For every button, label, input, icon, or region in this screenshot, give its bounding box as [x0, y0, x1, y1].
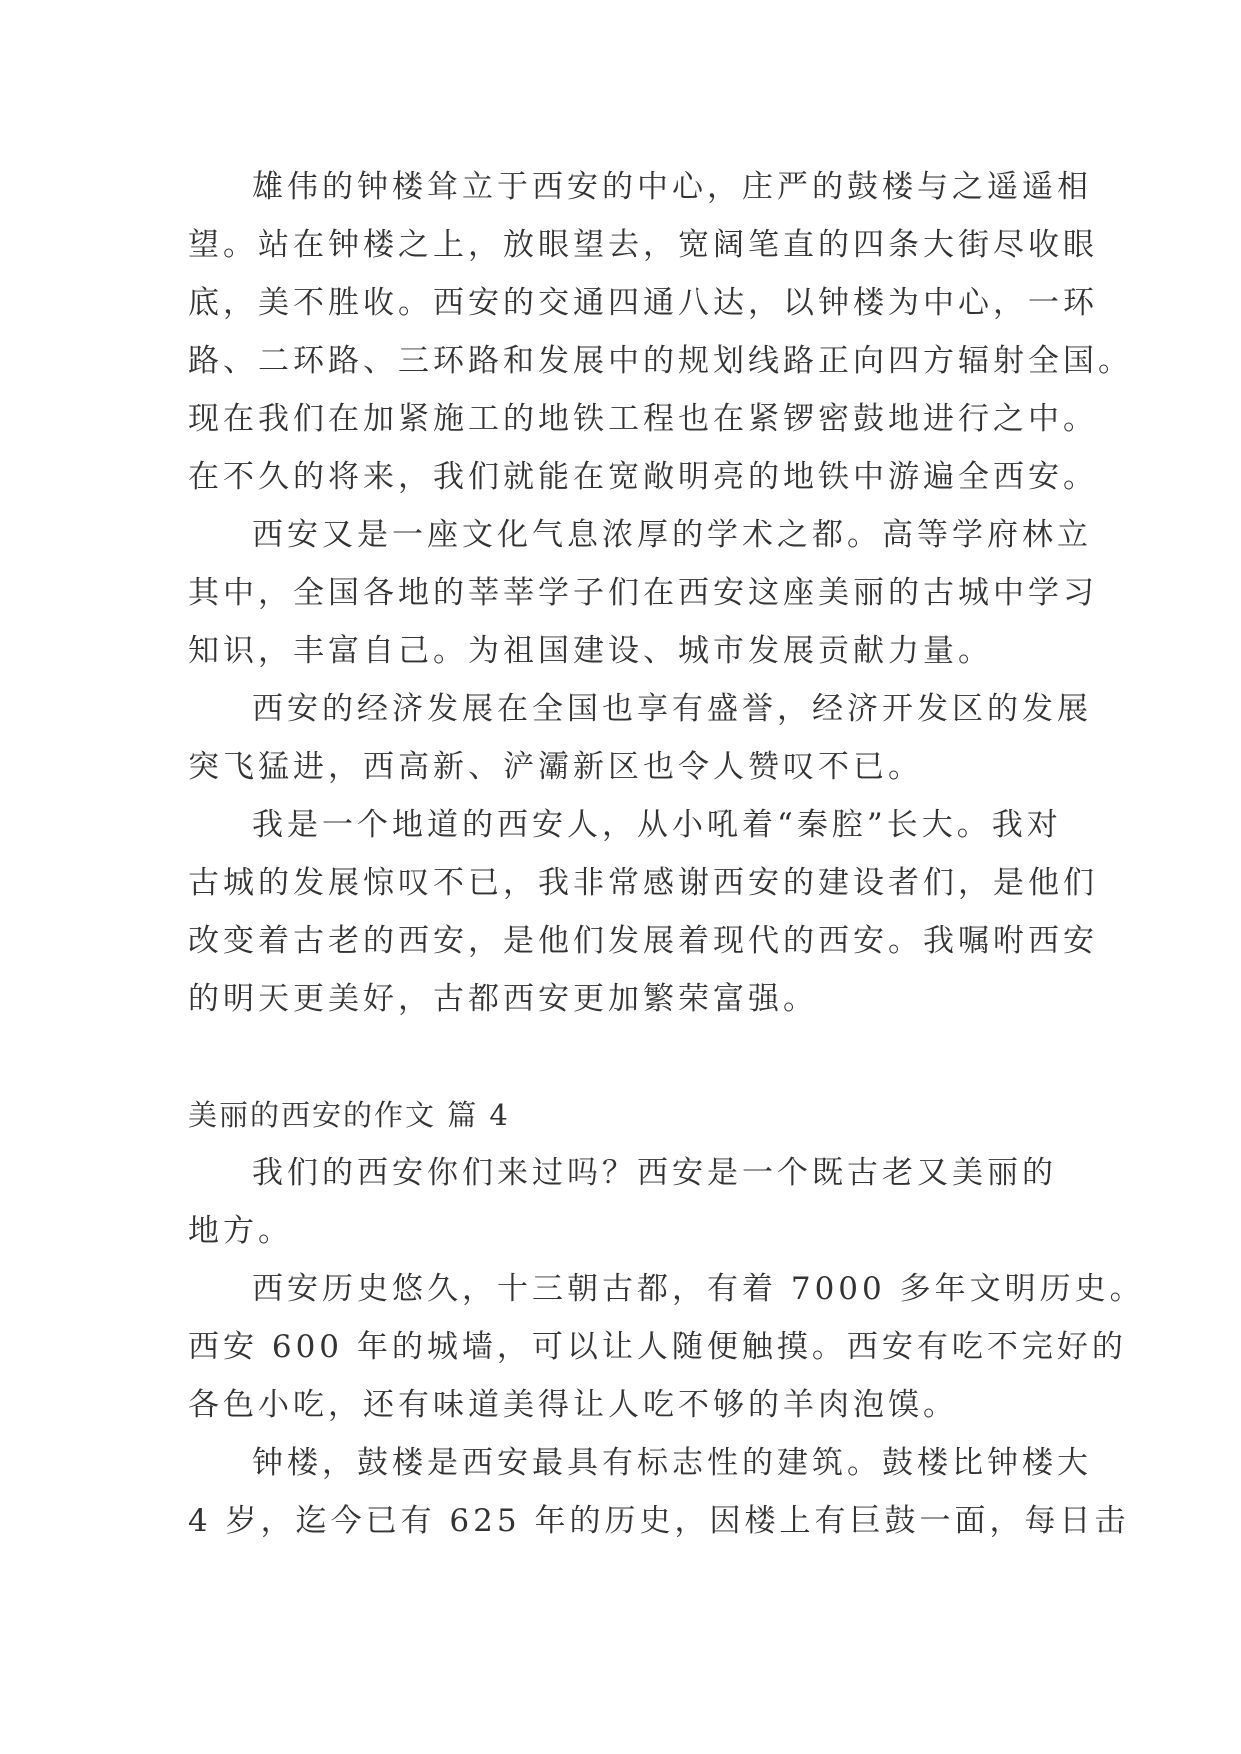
- text-line: 古城的发展惊叹不已，我非常感谢西安的建设者们，是他们: [188, 865, 1098, 901]
- text-line: 底，美不胜收。西安的交通四通八达，以钟楼为中心，一环: [188, 285, 1098, 321]
- section-paragraph-1: [188, 1144, 1068, 1260]
- text-line: 雄伟的钟楼耸立于西安的中心，庄严的鼓楼与之遥遥相: [252, 169, 1092, 205]
- text-line: 西安的经济发展在全国也享有盛誉，经济开发区的发展: [252, 691, 1092, 727]
- document-body: [188, 158, 1145, 1550]
- text-line: 地方。: [188, 1213, 293, 1249]
- paragraph-2: [188, 506, 1098, 680]
- text-line: 的明天更美好，古都西安更加繁荣富强。: [188, 981, 818, 1017]
- text-line: 路、二环路、三环路和发展中的规划线路正向四方辐射全国。: [188, 343, 1133, 379]
- section-paragraph-3: [188, 1434, 1130, 1550]
- text-line: 各色小吃，还有味道美得让人吃不够的羊肉泡馍。: [188, 1387, 958, 1423]
- text-line: 知识，丰富自己。为祖国建设、城市发展贡献力量。: [188, 633, 993, 669]
- section-heading: 美丽的西安的作文 篇 4: [188, 1098, 510, 1132]
- text-line: 改变着古老的西安，是他们发展着现代的西安。我嘱咐西安: [188, 923, 1098, 959]
- text-line: 其中，全国各地的莘莘学子们在西安这座美丽的古城中学习: [188, 575, 1098, 611]
- text-line: 在不久的将来，我们就能在宽敞明亮的地铁中游遍全西安。: [188, 459, 1098, 495]
- text-line: 我们的西安你们来过吗？西安是一个既古老又美丽的: [252, 1155, 1057, 1191]
- text-line: 4 岁，迄今已有 625 年的历史，因楼上有巨鼓一面，每日击: [188, 1503, 1130, 1539]
- paragraph-1: [188, 158, 1133, 506]
- section-gap: [188, 1028, 1068, 1086]
- text-line: 钟楼，鼓楼是西安最具有标志性的建筑。鼓楼比钟楼大: [252, 1445, 1092, 1481]
- paragraph-3: [188, 680, 1092, 796]
- paragraph-4: [188, 796, 1098, 1028]
- text-line: 我是一个地道的西安人，从小吼着“秦腔”长大。我对: [252, 807, 1062, 843]
- text-line: 西安又是一座文化气息浓厚的学术之都。高等学府林立: [252, 517, 1092, 553]
- text-line: 西安 600 年的城墙，可以让人随便触摸。西安有吃不完好的: [188, 1329, 1127, 1365]
- text-line: 现在我们在加紧施工的地铁工程也在紧锣密鼓地进行之中。: [188, 401, 1098, 437]
- section-paragraph-2: [188, 1260, 1145, 1434]
- text-line: 望。站在钟楼之上，放眼望去，宽阔笔直的四条大街尽收眼: [188, 227, 1098, 263]
- text-line: 西安历史悠久，十三朝古都，有着 7000 多年文明历史。: [252, 1271, 1145, 1307]
- text-line: 突飞猛进，西高新、浐灞新区也令人赞叹不已。: [188, 749, 923, 785]
